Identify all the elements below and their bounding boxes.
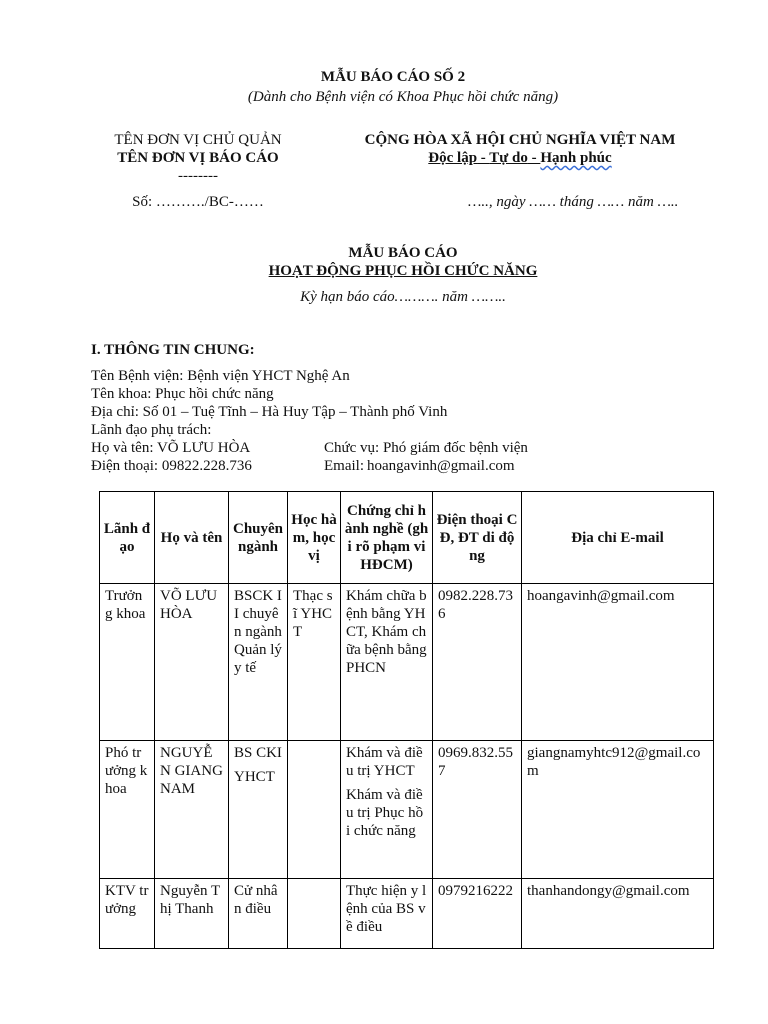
cell-certificate: Khám chữa bệnh bằng YHCT, Khám chữa bệnh bằng PHCN bbox=[341, 584, 433, 741]
form-subtitle: (Dành cho Bệnh viện có Khoa Phục hồi chức năng) bbox=[247, 89, 559, 105]
email-value: hoangavinh@gmail.com bbox=[367, 458, 515, 474]
cell-role: Trưởng khoa bbox=[100, 584, 155, 741]
cell-certificate: Thực hiện y lệnh của BS về điều bbox=[341, 879, 433, 949]
leader-position: Chức vụ: Phó giám đốc bệnh viện bbox=[324, 440, 528, 456]
report-period: Kỳ hạn báo cáo………. năm …….. bbox=[300, 289, 506, 305]
certificate-line-1: Khám và điều trị YHCT bbox=[346, 745, 423, 779]
table-row bbox=[100, 584, 714, 741]
cell-degree bbox=[288, 879, 341, 949]
leadership-label: Lãnh đạo phụ trách: bbox=[91, 422, 212, 438]
cell-specialty: BSCK II chuyên ngành Quản lý y tế bbox=[229, 584, 288, 741]
unit-reporting: TÊN ĐƠN VỊ BÁO CÁO bbox=[117, 150, 279, 166]
document-number: Số: ………./BC-…… bbox=[132, 194, 264, 210]
header-email: Địa chỉ E-mail bbox=[522, 492, 714, 584]
table-header-row bbox=[100, 492, 714, 584]
cell-email: giangnamyhtc912@gmail.com bbox=[522, 741, 714, 879]
cell-specialty bbox=[229, 741, 288, 879]
motto-part-1: Độc lập bbox=[428, 150, 478, 166]
staff-table bbox=[99, 491, 714, 949]
header-leadership: Lãnh đạo bbox=[100, 492, 155, 584]
hospital-name: Tên Bệnh viện: Bệnh viện YHCT Nghệ An bbox=[91, 368, 350, 384]
national-motto bbox=[320, 149, 720, 167]
cell-email: hoangavinh@gmail.com bbox=[522, 584, 714, 741]
leader-email bbox=[324, 457, 515, 475]
cell-degree: Thạc sĩ YHCT bbox=[288, 584, 341, 741]
cell-role: Phó trưởng khoa bbox=[100, 741, 155, 879]
motto-part-3: Hạnh phúc bbox=[540, 150, 612, 166]
motto-part-2: Tự do bbox=[489, 150, 528, 166]
department-name: Tên khoa: Phục hồi chức năng bbox=[91, 386, 274, 402]
section-heading: I. THÔNG TIN CHUNG: bbox=[91, 342, 255, 358]
header-full-name: Họ và tên bbox=[155, 492, 229, 584]
cell-phone: 0982.228.736 bbox=[433, 584, 522, 741]
motto-separator: - bbox=[527, 150, 541, 166]
cell-email: thanhandongy@gmail.com bbox=[522, 879, 714, 949]
cell-phone: 0979216222 bbox=[433, 879, 522, 949]
cell-name: NGUYỄN GIANG NAM bbox=[155, 741, 229, 879]
leader-name: Họ và tên: VÕ LƯU HÒA bbox=[91, 440, 251, 456]
specialty-line-2: YHCT bbox=[234, 769, 275, 785]
report-title: MẪU BÁO CÁO bbox=[348, 245, 458, 261]
unit-divider: -------- bbox=[178, 168, 218, 184]
date-line: ….., ngày …… tháng …… năm ….. bbox=[468, 194, 679, 210]
cell-degree bbox=[288, 741, 341, 879]
cell-phone: 0969.832.557 bbox=[433, 741, 522, 879]
cell-name: VÕ LƯU HÒA bbox=[155, 584, 229, 741]
header-phone: Điện thoại CĐ, ĐT di động bbox=[433, 492, 522, 584]
cell-role: KTV trưởng bbox=[100, 879, 155, 949]
address: Địa chỉ: Số 01 – Tuệ Tĩnh – Hà Huy Tập – Thành phố Vinh bbox=[91, 404, 448, 420]
header-degree: Học hàm, học vị bbox=[288, 492, 341, 584]
certificate-line-2: Khám và điều trị Phục hồi chức năng bbox=[346, 787, 424, 839]
cell-certificate bbox=[341, 741, 433, 879]
motto-separator: - bbox=[477, 150, 490, 166]
table-row bbox=[100, 741, 714, 879]
specialty-line-1: BS CKI bbox=[234, 745, 282, 761]
cell-name: Nguyễn Thị Thanh bbox=[155, 879, 229, 949]
form-title: MẪU BÁO CÁO SỐ 2 bbox=[320, 69, 466, 85]
report-subtitle: HOẠT ĐỘNG PHỤC HỒI CHỨC NĂNG bbox=[268, 263, 538, 279]
header-certificate: Chứng chỉ hành nghề (ghi rõ phạm vi HĐCM) bbox=[341, 492, 433, 584]
country-name: CỘNG HÒA XÃ HỘI CHỦ NGHĨA VIỆT NAM bbox=[364, 132, 676, 148]
leader-phone: Điện thoại: 09822.228.736 bbox=[91, 458, 252, 474]
header-specialty: Chuyên ngành bbox=[229, 492, 288, 584]
cell-specialty: Cử nhân điều bbox=[229, 879, 288, 949]
email-label: Email: bbox=[324, 458, 364, 474]
unit-parent: TÊN ĐƠN VỊ CHỦ QUẢN bbox=[114, 132, 282, 148]
table-row bbox=[100, 879, 714, 949]
